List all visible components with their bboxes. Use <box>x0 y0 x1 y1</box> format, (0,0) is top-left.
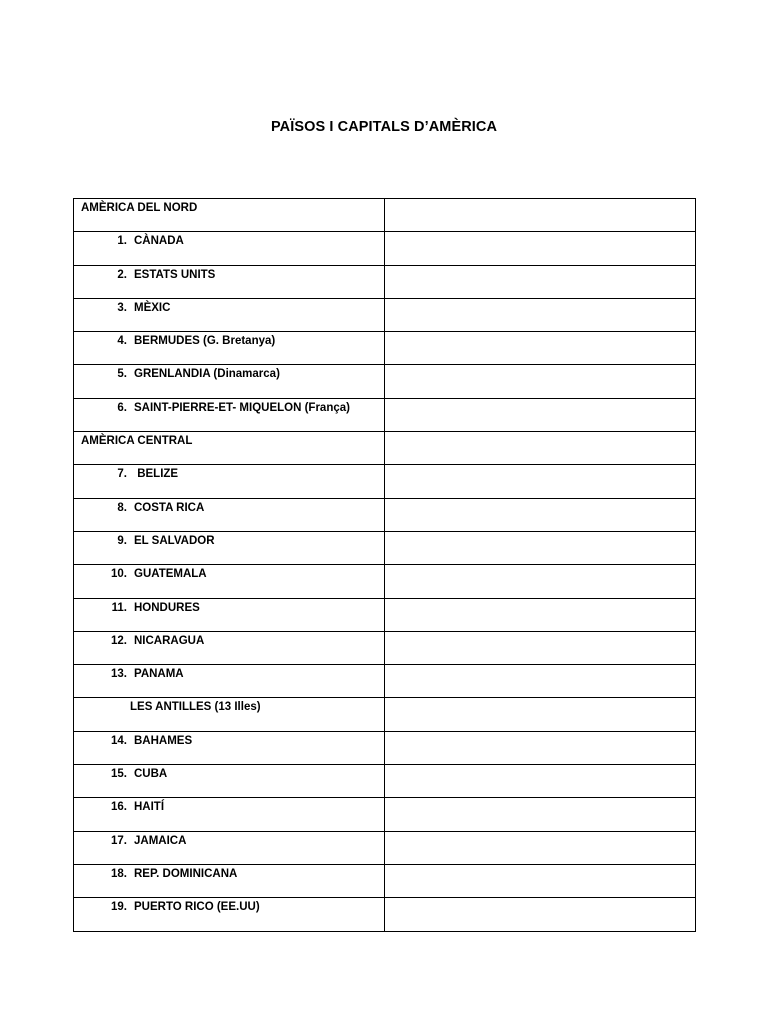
country-name: CÀNADA <box>134 235 184 248</box>
capital-answer-cell[interactable] <box>385 798 696 831</box>
capital-answer-cell[interactable] <box>385 898 696 931</box>
capital-answer-cell[interactable] <box>385 731 696 764</box>
table-row <box>74 665 696 698</box>
cell-content <box>74 832 384 848</box>
country-cell <box>74 365 385 398</box>
country-cell <box>74 199 385 232</box>
cell-content <box>74 299 384 315</box>
capital-answer-cell[interactable] <box>385 199 696 232</box>
subsection-row <box>74 698 696 731</box>
country-name: PUERTO RICO (EE.UU) <box>134 901 260 914</box>
cell-content <box>74 266 384 282</box>
item-number: 3. <box>117 301 127 314</box>
cell-content <box>74 865 384 881</box>
table-row <box>74 598 696 631</box>
cell-content <box>74 632 384 648</box>
capital-answer-cell[interactable] <box>385 565 696 598</box>
country-name: GUATEMALA <box>134 568 207 581</box>
capital-answer-cell[interactable] <box>385 698 696 731</box>
item-number: 11. <box>111 601 127 614</box>
country-cell <box>74 698 385 731</box>
table-row <box>74 498 696 531</box>
cell-content <box>74 765 384 781</box>
table-row <box>74 798 696 831</box>
cell-content <box>74 599 384 615</box>
item-number: 16. <box>111 801 127 814</box>
capital-answer-cell[interactable] <box>385 465 696 498</box>
item-number: 5. <box>117 368 127 381</box>
table-row <box>74 864 696 897</box>
table-row <box>74 265 696 298</box>
cell-content <box>74 732 384 748</box>
table-row <box>74 298 696 331</box>
country-cell <box>74 465 385 498</box>
country-name: CUBA <box>134 768 168 781</box>
country-name: HAITÍ <box>134 801 165 814</box>
country-name: MÈXIC <box>134 301 171 314</box>
item-number: 18. <box>111 867 127 880</box>
table-row <box>74 898 696 931</box>
country-cell <box>74 265 385 298</box>
country-cell <box>74 898 385 931</box>
item-number: 4. <box>117 335 127 348</box>
item-number: 17. <box>111 834 127 847</box>
capital-answer-cell[interactable] <box>385 831 696 864</box>
country-cell <box>74 531 385 564</box>
item-number: 14. <box>111 734 127 747</box>
country-name: ESTATS UNITS <box>134 268 216 281</box>
capital-answer-cell[interactable] <box>385 665 696 698</box>
item-number: 10. <box>111 568 127 581</box>
country-cell <box>74 398 385 431</box>
table-row <box>74 232 696 265</box>
cell-content <box>74 399 384 415</box>
item-number: 8. <box>117 501 127 514</box>
cell-content <box>74 199 384 215</box>
item-number: 12. <box>111 634 127 647</box>
capital-answer-cell[interactable] <box>385 498 696 531</box>
capital-answer-cell[interactable] <box>385 365 696 398</box>
country-cell <box>74 432 385 465</box>
country-name: SAINT-PIERRE-ET- MIQUELON (França) <box>134 401 350 414</box>
cell-content <box>74 565 384 581</box>
table-row <box>74 465 696 498</box>
country-name: BERMUDES (G. Bretanya) <box>134 335 276 348</box>
capital-answer-cell[interactable] <box>385 765 696 798</box>
item-number: 19. <box>111 901 127 914</box>
section-label: AMÈRICA CENTRAL <box>81 435 193 448</box>
cell-content <box>74 698 384 714</box>
cell-content <box>74 432 384 448</box>
capital-answer-cell[interactable] <box>385 265 696 298</box>
country-cell <box>74 864 385 897</box>
capital-answer-cell[interactable] <box>385 598 696 631</box>
table-row <box>74 531 696 564</box>
page-title: PAÏSOS I CAPITALS D’AMÈRICA <box>270 119 498 135</box>
item-number: 2. <box>117 268 127 281</box>
country-name: JAMAICA <box>134 834 187 847</box>
item-number: 6. <box>117 401 127 414</box>
table-row <box>74 365 696 398</box>
section-label: AMÈRICA DEL NORD <box>81 202 198 214</box>
country-name: NICARAGUA <box>134 634 205 647</box>
item-number: 15. <box>111 768 127 781</box>
table-row <box>74 831 696 864</box>
country-name: REP. DOMINICANA <box>134 867 238 880</box>
cell-content <box>74 665 384 681</box>
country-cell <box>74 765 385 798</box>
country-cell <box>74 798 385 831</box>
table-row <box>74 398 696 431</box>
item-number: 9. <box>117 534 127 547</box>
country-cell <box>74 565 385 598</box>
country-name: GRENLANDIA (Dinamarca) <box>134 368 280 381</box>
countries-capitals-table <box>73 198 696 932</box>
item-number: 7. <box>117 468 127 481</box>
subsection-label: LES ANTILLES (13 Illes) <box>130 701 261 714</box>
cell-content <box>74 499 384 515</box>
cell-content <box>74 332 384 348</box>
country-name: COSTA RICA <box>134 501 205 514</box>
country-name: HONDURES <box>134 601 200 614</box>
section-row <box>74 432 696 465</box>
country-cell <box>74 332 385 365</box>
table-row <box>74 731 696 764</box>
country-cell <box>74 831 385 864</box>
capital-answer-cell[interactable] <box>385 531 696 564</box>
item-number: 13. <box>111 668 127 681</box>
cell-content <box>74 798 384 814</box>
capital-answer-cell[interactable] <box>385 232 696 265</box>
country-cell <box>74 232 385 265</box>
section-row <box>74 199 696 232</box>
country-name: BELIZE <box>134 468 179 481</box>
country-cell <box>74 498 385 531</box>
capital-answer-cell[interactable] <box>385 298 696 331</box>
country-cell <box>74 631 385 664</box>
table-row <box>74 565 696 598</box>
table-body <box>74 199 696 932</box>
capital-answer-cell[interactable] <box>385 398 696 431</box>
country-cell <box>74 598 385 631</box>
cell-content <box>74 898 384 914</box>
cell-content <box>74 232 384 248</box>
table-row <box>74 332 696 365</box>
capital-answer-cell[interactable] <box>385 332 696 365</box>
table-row <box>74 765 696 798</box>
cell-content <box>74 532 384 548</box>
country-name: PANAMA <box>134 668 184 681</box>
capital-answer-cell[interactable] <box>385 432 696 465</box>
capital-answer-cell[interactable] <box>385 864 696 897</box>
country-cell <box>74 665 385 698</box>
item-number: 1. <box>117 235 127 248</box>
country-cell <box>74 298 385 331</box>
cell-content <box>74 465 384 481</box>
cell-content <box>74 365 384 381</box>
country-cell <box>74 731 385 764</box>
table-row <box>74 631 696 664</box>
country-name: EL SALVADOR <box>134 534 215 547</box>
country-name: BAHAMES <box>134 734 193 747</box>
capital-answer-cell[interactable] <box>385 631 696 664</box>
